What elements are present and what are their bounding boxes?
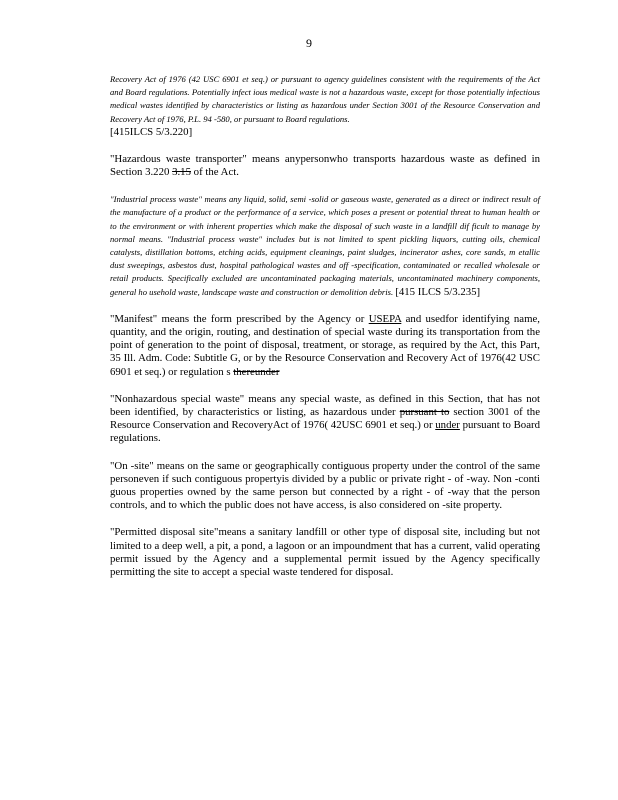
page-number: 9	[306, 36, 312, 50]
statute-citation: [415 ILCS 5/3.235]	[395, 285, 481, 298]
document-body	[110, 73, 540, 593]
definition-text: "Nonhazardous special waste" means any special waste, as defined in this Section, that has not been identified, by characteristics or listing, as hazardous under	[110, 392, 540, 419]
definition-manifest	[110, 313, 540, 379]
paragraph-text: Recovery Act of 1976 (42 USC 6901 et seq.) or pursuant to agency guidelines consistent with the requirements of the Act and Board regulations. Potentially infect ious medical waste is not a hazardous waste, except for those potentially infectious medical wastes identified by characteristics or listing as hazardous under Section 3001 of the Resource Conservation and Recovery Act of 1976, P.L. 94 -580, or pursuant to Board regulations.	[110, 74, 540, 124]
definition-text: "Hazardous waste transporter" means anypersonwho transports hazardous waste as defined in Section 3.220	[110, 152, 540, 179]
definition-industrial-process-waste	[110, 193, 540, 299]
struck-text: 3.15	[172, 166, 191, 179]
struck-text: pursuant to	[399, 406, 450, 419]
definition-text: "On -site" means on the same or geographically contiguous property under the control of the same personeven if such contiguous propertyis divided by a public or private right - of -way. Non -conti guous properties owned by the same person but connected by a right - of -way that the person controls, and to which the public does not have access, is also considered on -site property.	[110, 459, 540, 512]
inserted-text: USEPA	[368, 312, 402, 325]
definition-text-end: of the Act.	[190, 166, 239, 179]
struck-text: thereunder	[233, 365, 280, 378]
definition-permitted-disposal-site	[110, 526, 540, 579]
definition-text-cont: section 3001 of the Resource Conservation and RecoveryAct of 1976( 42USC 6901 et seq.) or	[110, 406, 540, 432]
inserted-text: under	[435, 419, 460, 432]
definition-text: "Manifest" means the form prescribed by the Agency or	[110, 312, 369, 325]
definition-text: "Industrial process waste" means any liquid, solid, semi -solid or gaseous waste, generated as a direct or indirect result of the manufacture of a product or the performance of a service, which poses a present or potential threat to human health or to the environment or with inherent properties which make the disposal of such waste in a landfill dif ficult to manage by normal means. "Industrial process waste" includes but is not limited to spent pickling liquors, cutting oils, chemical catalysts, distillation bottoms, etching acids, equipment cleanings, paint sludges, incinerator ashes, core sands, m etallic dust sweepings, asbestos dust, hospital pathological wastes and off -specification, contaminated or recalled wholesale or retail products. Specifically excluded are uncontaminated packaging materials, uncontaminated machinery components, general ho usehold waste, landscape waste and construction or demolition debris.	[110, 194, 540, 297]
paragraph-infectious-waste-continuation	[110, 73, 540, 139]
statute-citation: [415ILCS 5/3.220]	[110, 125, 193, 138]
definition-text-end: pursuant to Board regulations.	[110, 419, 540, 445]
definition-text: "Permitted disposal site"means a sanitary landfill or other type of disposal site, including but not limited to a deep well, a pit, a pond, a lagoon or an impoundment that has a current, valid operating permit issued by the Agency and a supplemental permit issued by the Agency specifically permitting the site to accept a special waste tendered for disposal.	[110, 526, 540, 579]
definition-hazardous-waste-transporter	[110, 153, 540, 179]
definition-nonhazardous-special-waste	[110, 393, 540, 446]
definition-text-cont: and usedfor identifying name, quantity, and the origin, routing, and destination of special waste during its transportation from the point of generation to the point of disposal, treatment, or storage, as required by the Act, this Part, 35 Ill. Adm. Code: Subtitle G, or by the Resource Conservation and Recovery Act of 1976(42 USC 6901 et seq.) or regulation s	[110, 312, 540, 378]
definition-on-site	[110, 460, 540, 513]
